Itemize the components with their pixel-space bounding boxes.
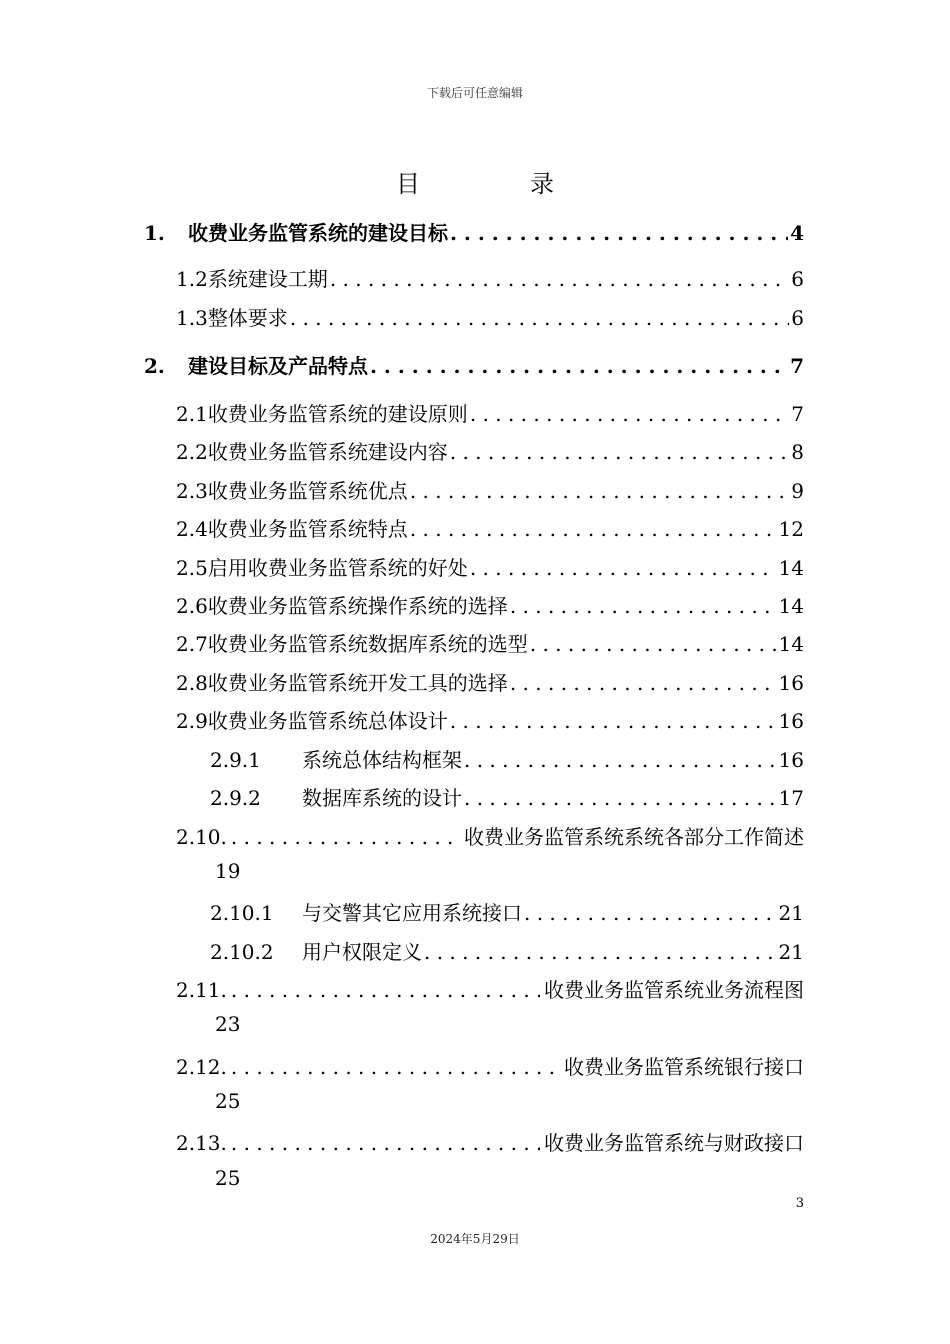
toc-entry[interactable] [144, 217, 804, 246]
toc-entry-number: 2.2 [176, 440, 208, 464]
toc-entry[interactable] [210, 897, 804, 926]
toc-entry-title: 收费业务监管系统优点 [207, 479, 408, 503]
toc-entry-number: 2.10.2 [210, 940, 274, 964]
toc-entry-number: 2.9.1 [210, 748, 261, 772]
toc-entry-page: 9 [791, 479, 804, 503]
toc-entry-page: 16 [778, 709, 804, 733]
toc-entry-page: 4 [790, 221, 804, 245]
toc-entry[interactable] [210, 936, 804, 965]
toc-entry[interactable] [176, 1127, 804, 1156]
toc-entry-page: 23 [215, 1012, 241, 1036]
toc-entry[interactable] [176, 398, 804, 427]
toc-entry[interactable] [176, 974, 804, 1003]
toc-entry-title: 与交警其它应用系统接口 [302, 901, 522, 925]
toc-entry-number: 1. [144, 221, 165, 245]
toc-entry-page: 14 [778, 594, 804, 618]
toc-entry-page: 16 [778, 748, 804, 772]
toc-entry-number: 2.1 [176, 402, 208, 426]
toc-entry-page: 17 [778, 786, 804, 810]
toc-entry-page: 6 [791, 267, 804, 291]
toc-title [0, 164, 950, 199]
toc-entry-title: 收费业务监管系统特点 [207, 517, 408, 541]
toc-entry-number: 2.7 [176, 632, 208, 656]
toc-entry-number: 2.8 [176, 671, 208, 695]
toc-entry-title: 收费业务监管系统的建设原则 [207, 402, 468, 426]
toc-entry-page: 6 [791, 306, 804, 330]
toc-entry-title: 收费业务监管系统数据库系统的选型 [207, 632, 528, 656]
toc-entry[interactable] [176, 263, 804, 292]
page-header: 下载后可任意编辑 [426, 86, 523, 100]
toc-entry[interactable] [176, 302, 804, 331]
toc-entry[interactable] [176, 705, 804, 734]
toc-entry[interactable] [176, 552, 804, 581]
toc-entry-number: 2.5 [176, 556, 208, 580]
toc-entry-page: 21 [778, 901, 804, 925]
toc-entry-number: 1.2 [176, 267, 208, 291]
toc-entry-number: 2.13. [176, 1131, 227, 1155]
toc-entry-page: 7 [790, 354, 804, 378]
toc-entry-number: 2.10.1 [210, 901, 274, 925]
toc-entry-title: 收费业务监管系统开发工具的选择 [207, 671, 508, 695]
page-footer-date: 2024年5月29日 [430, 1232, 520, 1246]
toc-entry-title: 收费业务监管系统与财政接口 [544, 1131, 804, 1155]
toc-entry-title: 系统建设工期 [207, 267, 328, 291]
toc-entry-title: 数据库系统的设计 [302, 786, 462, 810]
toc-entry-number: 2.3 [176, 479, 208, 503]
toc-entry[interactable] [176, 667, 804, 696]
toc-entry-title: 整体要求 [207, 306, 288, 330]
toc-entry-title: 收费业务监管系统系统各部分工作简述 [464, 825, 804, 849]
toc-entry[interactable] [176, 1051, 804, 1080]
toc-entry[interactable] [176, 513, 804, 542]
toc-title-char-1: 目 [396, 170, 420, 198]
toc-entry[interactable] [176, 436, 804, 465]
toc-entry-title: 收费业务监管系统业务流程图 [544, 978, 804, 1002]
toc-entry-number: 2.11. [176, 978, 227, 1002]
toc-entry-title: 启用收费业务监管系统的好处 [207, 556, 468, 580]
toc-entry[interactable] [210, 744, 804, 773]
toc-entry-number: 2.10. [176, 825, 227, 849]
toc-entry-title: 收费业务监管系统的建设目标 [188, 221, 448, 245]
toc-entry-page: 8 [791, 440, 804, 464]
toc-entry[interactable] [176, 821, 804, 850]
toc-entry-page: 21 [778, 940, 804, 964]
toc-entry-page: 7 [791, 402, 804, 426]
toc-entry-title: 用户权限定义 [302, 940, 422, 964]
toc-entry-number: 2.9 [176, 709, 208, 733]
page-number: 3 [795, 1196, 804, 1211]
toc-entry-page: 14 [778, 632, 804, 656]
toc-entry-number: 2.4 [176, 517, 208, 541]
toc-entry-page: 14 [778, 556, 804, 580]
toc-entry-number: 1.3 [176, 306, 208, 330]
toc-entry-page: 25 [215, 1089, 241, 1113]
toc-entry[interactable] [144, 350, 804, 379]
toc-entry-page: 12 [778, 517, 804, 541]
toc-entry-page: 16 [778, 671, 804, 695]
toc-entry-title: 收费业务监管系统银行接口 [564, 1055, 804, 1079]
toc-entry-title: 收费业务监管系统总体设计 [207, 709, 448, 733]
toc-entry-page: 19 [215, 859, 241, 883]
toc-entry-title: 收费业务监管系统建设内容 [207, 440, 448, 464]
toc-entry-page: 25 [215, 1166, 241, 1190]
toc-entry-number: 2.9.2 [210, 786, 261, 810]
toc-entry-title: 建设目标及产品特点 [188, 354, 368, 378]
toc-entry[interactable] [176, 475, 804, 504]
toc-entry[interactable] [176, 590, 804, 619]
toc-entry-number: 2. [144, 354, 165, 378]
toc-entry-title: 收费业务监管系统操作系统的选择 [207, 594, 508, 618]
toc-entry-title: 系统总体结构框架 [302, 748, 462, 772]
toc-entry[interactable] [210, 782, 804, 811]
toc-title-char-2: 录 [530, 170, 554, 198]
toc-entry[interactable] [176, 628, 804, 657]
toc-entry-number: 2.6 [176, 594, 208, 618]
toc-entry-number: 2.12. [176, 1055, 227, 1079]
